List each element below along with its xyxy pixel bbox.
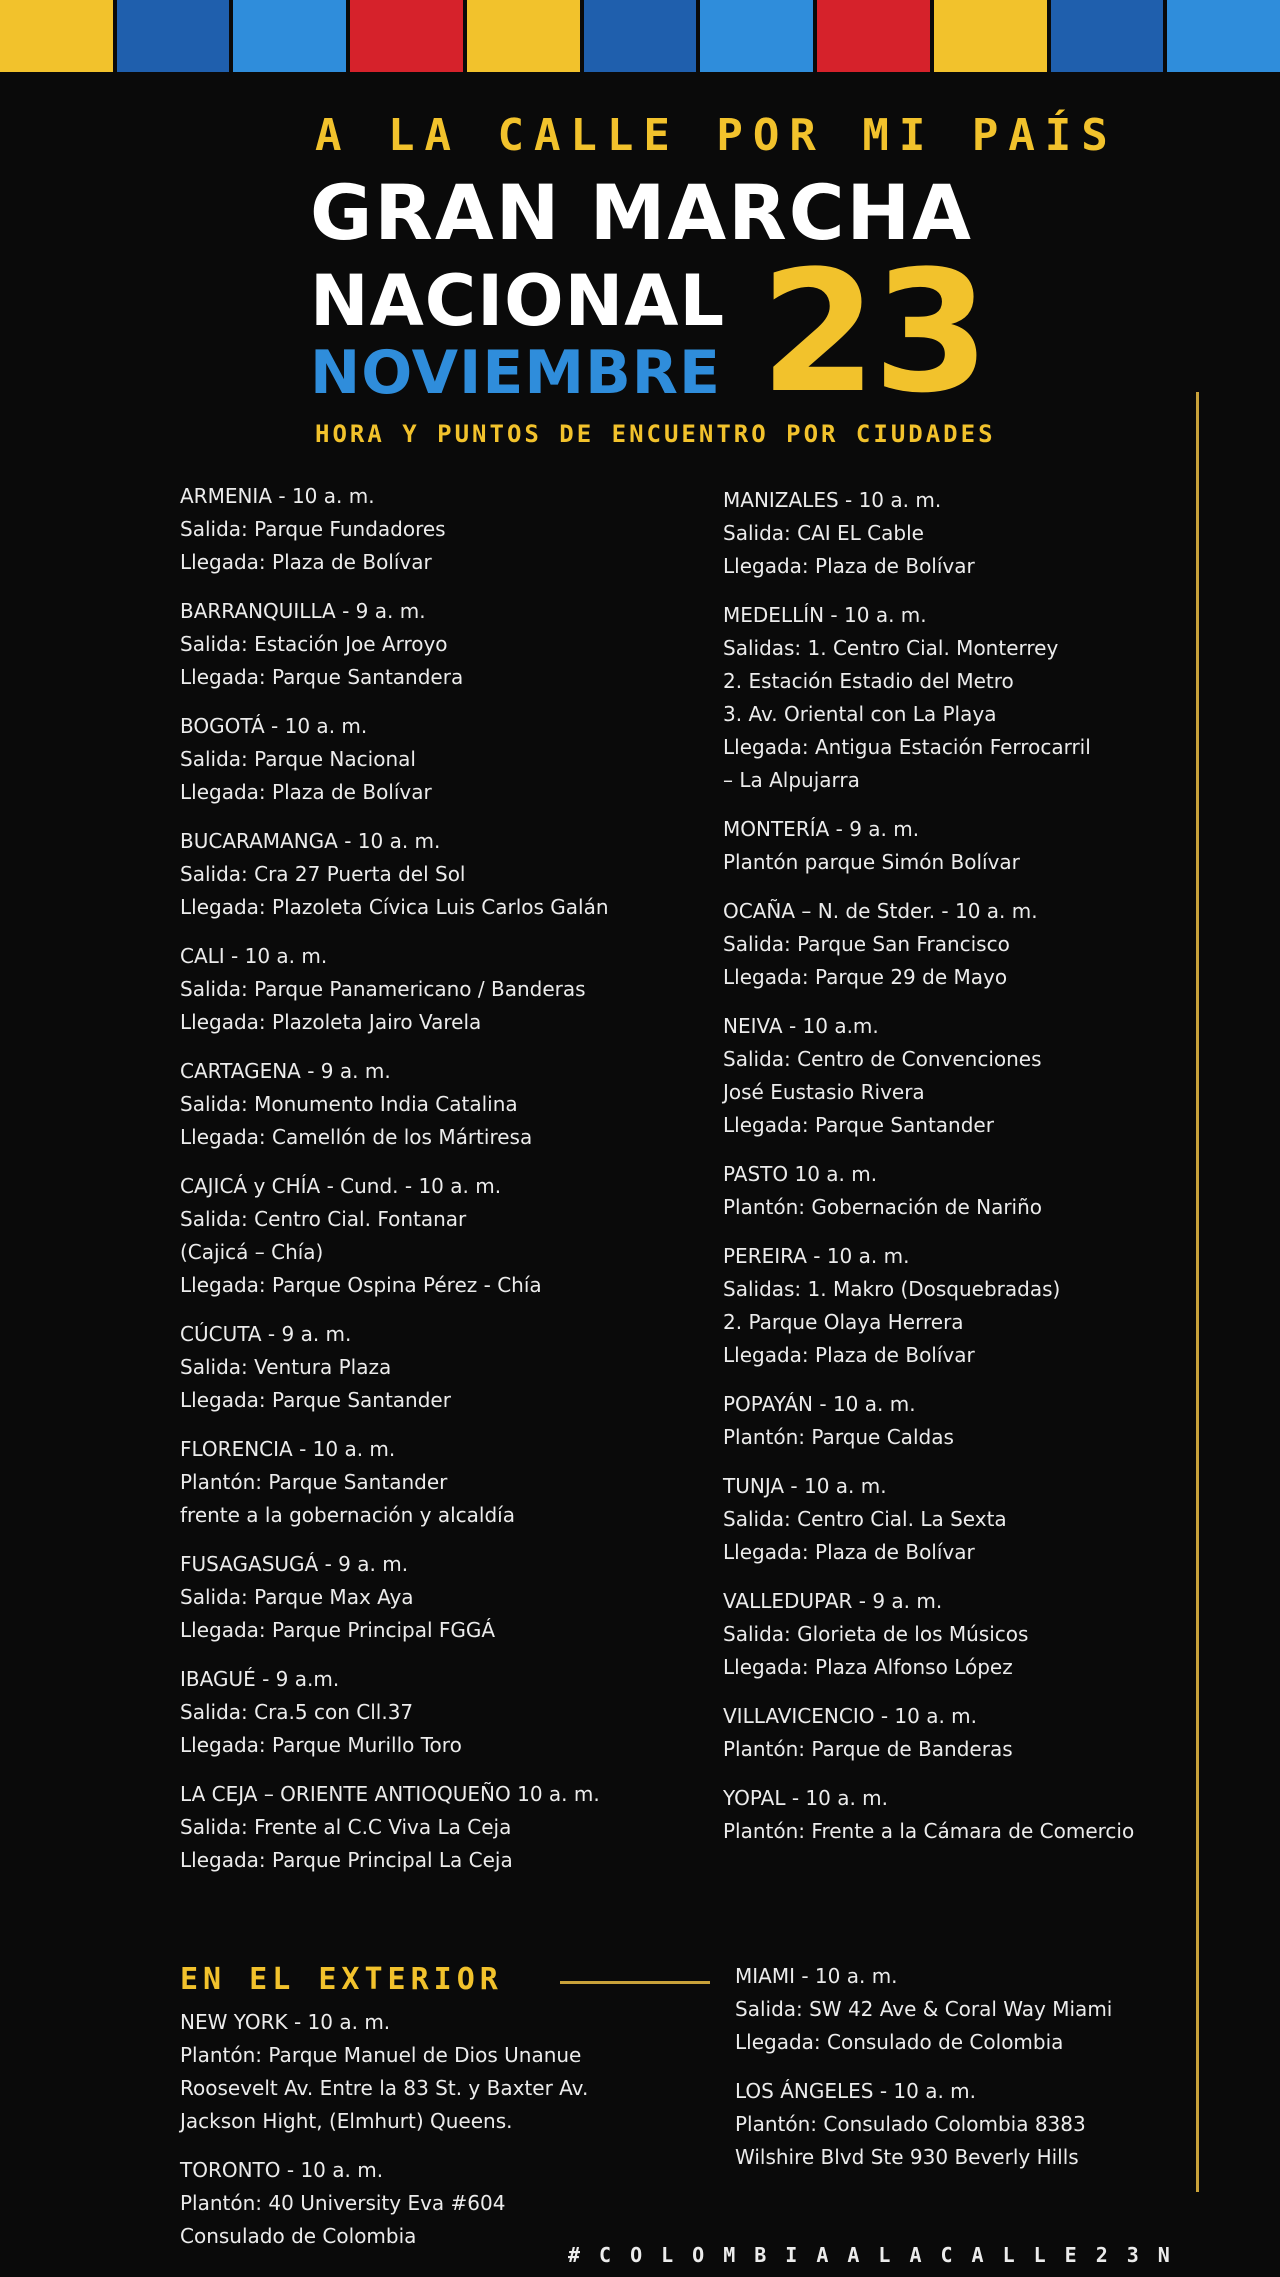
city-detail-line: Consulado de Colombia [180,2224,417,2248]
city-detail-line: Llegada: Parque Principal La Ceja [180,1848,513,1872]
city-detail-line: Plantón: Parque Caldas [723,1425,954,1449]
city-detail-line: Llegada: Plazoleta Cívica Luis Carlos Galán [180,895,609,919]
city-name-time: CARTAGENA - 9 a. m. [180,1059,391,1083]
title-noviembre: NOVIEMBRE [310,338,721,408]
city-entry [180,1318,740,1417]
city-detail-line: Llegada: Parque Principal FGGÁ [180,1618,496,1642]
city-detail-line: Llegada: Parque Santander [180,1388,451,1412]
city-detail-line: Llegada: Plaza de Bolívar [180,780,432,804]
city-name-time: MIAMI - 10 a. m. [735,1964,898,1988]
city-detail-line: Plantón: Parque de Banderas [723,1737,1013,1761]
city-entry [180,480,740,579]
flag-stripe [1051,0,1164,72]
city-entry [180,940,740,1039]
flag-stripe [584,0,697,72]
city-entry [723,895,1280,994]
exterior-heading: EN EL EXTERIOR [180,1962,503,1997]
city-detail-line: Salida: Parque San Francisco [723,932,1010,956]
flag-stripe [0,0,113,72]
city-entry [723,1470,1280,1569]
city-detail-line: Salidas: 1. Makro (Dosquebradas) [723,1277,1061,1301]
city-detail-line: Llegada: Consulado de Colombia [735,2030,1064,2054]
city-name-time: BOGOTÁ - 10 a. m. [180,714,368,738]
city-name-time: MONTERÍA - 9 a. m. [723,817,920,841]
city-entry [180,1663,740,1762]
city-detail-line: Llegada: Parque Murillo Toro [180,1733,462,1757]
city-name-time: POPAYÁN - 10 a. m. [723,1392,916,1416]
city-detail-line: Salida: Parque Fundadores [180,517,446,541]
subtitle: HORA Y PUNTOS DE ENCUENTRO POR CIUDADES [315,420,996,448]
flag-stripe [467,0,580,72]
city-entry [723,1700,1280,1766]
city-detail-line: José Eustasio Rivera [723,1080,925,1104]
city-name-time: MEDELLÍN - 10 a. m. [723,603,927,627]
city-entry [180,2006,740,2138]
city-name-time: TUNJA - 10 a. m. [723,1474,887,1498]
city-detail-line: Plantón: Parque Manuel de Dios Unanue [180,2043,582,2067]
city-name-time: CAJICÁ y CHÍA - Cund. - 10 a. m. [180,1174,502,1198]
city-name-time: NEW YORK - 10 a. m. [180,2010,391,2034]
city-detail-line: frente a la gobernación y alcaldía [180,1503,515,1527]
title-nacional: NACIONAL [310,260,726,342]
flag-stripe [233,0,346,72]
city-entry [723,813,1280,879]
city-entry [723,1585,1280,1684]
city-entry [180,1548,740,1647]
city-name-time: OCAÑA – N. de Stder. - 10 a. m. [723,899,1038,923]
city-detail-line: Plantón: Gobernación de Nariño [723,1195,1043,1219]
city-name-time: PASTO 10 a. m. [723,1162,878,1186]
city-name-time: IBAGUÉ - 9 a.m. [180,1667,340,1691]
city-entry [180,825,740,924]
city-entry [180,1170,740,1302]
city-name-time: MANIZALES - 10 a. m. [723,488,942,512]
city-name-time: FUSAGASUGÁ - 9 a. m. [180,1552,409,1576]
city-detail-line: Llegada: Plazoleta Jairo Varela [180,1010,482,1034]
city-name-time: CÚCUTA - 9 a. m. [180,1322,352,1346]
flag-stripe [934,0,1047,72]
tagline: A LA CALLE POR MI PAÍS [315,110,1118,161]
city-name-time: TORONTO - 10 a. m. [180,2158,384,2182]
city-detail-line: 2. Parque Olaya Herrera [723,1310,964,1334]
city-detail-line: Salida: Cra 27 Puerta del Sol [180,862,466,886]
title-gran-marcha: GRAN MARCHA [310,168,973,257]
city-entry [180,1778,740,1877]
city-detail-line: Salida: Estación Joe Arroyo [180,632,448,656]
city-entry [180,2154,740,2253]
hashtag: #COLOMBIAALACALLE23N [568,2243,1189,2267]
city-detail-line: Llegada: Parque 29 de Mayo [723,965,1008,989]
cities-right-column [723,484,1280,1864]
city-detail-line: Plantón: Consulado Colombia 8383 [735,2112,1086,2136]
city-entry [735,1960,1280,2059]
cities-left-column [180,480,740,1893]
city-detail-line: Salida: Parque Max Aya [180,1585,414,1609]
flag-stripe [700,0,813,72]
flag-stripe [817,0,930,72]
city-detail-line: Llegada: Plaza de Bolívar [723,1540,975,1564]
city-entry [723,1010,1280,1142]
city-entry [180,1433,740,1532]
city-detail-line: Llegada: Plaza Alfonso López [723,1655,1013,1679]
city-entry [723,1240,1280,1372]
city-detail-line: Salida: Monumento India Catalina [180,1092,518,1116]
city-detail-line: Salidas: 1. Centro Cial. Monterrey [723,636,1059,660]
city-detail-line: Salida: Parque Panamericano / Banderas [180,977,586,1001]
city-detail-line: Salida: Parque Nacional [180,747,416,771]
flag-stripe [117,0,230,72]
city-detail-line: Llegada: Plaza de Bolívar [723,1343,975,1367]
city-name-time: PEREIRA - 10 a. m. [723,1244,910,1268]
flag-stripe [350,0,463,72]
city-detail-line: Salida: SW 42 Ave & Coral Way Miami [735,1997,1113,2021]
city-detail-line: Salida: Ventura Plaza [180,1355,392,1379]
city-detail-line: Llegada: Parque Santander [723,1113,994,1137]
city-name-time: VILLAVICENCIO - 10 a. m. [723,1704,978,1728]
city-name-time: LOS ÁNGELES - 10 a. m. [735,2079,977,2103]
city-entry [180,710,740,809]
city-detail-line: Llegada: Parque Ospina Pérez - Chía [180,1273,542,1297]
city-detail-line: (Cajicá – Chía) [180,1240,324,1264]
city-detail-line: Roosevelt Av. Entre la 83 St. y Baxter Av. [180,2076,589,2100]
flag-stripe [1167,0,1280,72]
city-detail-line: Salida: CAI EL Cable [723,521,924,545]
city-entry [180,595,740,694]
city-entry [723,484,1280,583]
city-detail-line: Plantón parque Simón Bolívar [723,850,1020,874]
city-detail-line: – La Alpujarra [723,768,860,792]
city-name-time: ARMENIA - 10 a. m. [180,484,375,508]
city-detail-line: Plantón: 40 University Eva #604 [180,2191,506,2215]
city-name-time: NEIVA - 10 a.m. [723,1014,879,1038]
city-detail-line: Salida: Cra.5 con Cll.37 [180,1700,414,1724]
city-entry [723,599,1280,797]
city-detail-line: Salida: Glorieta de los Músicos [723,1622,1029,1646]
city-name-time: BUCARAMANGA - 10 a. m. [180,829,441,853]
city-entry [723,1388,1280,1454]
city-name-time: YOPAL - 10 a. m. [723,1786,889,1810]
city-detail-line: Plantón: Frente a la Cámara de Comercio [723,1819,1135,1843]
city-detail-line: Llegada: Antigua Estación Ferrocarril [723,735,1091,759]
city-detail-line: Plantón: Parque Santander [180,1470,448,1494]
city-detail-line: Salida: Frente al C.C Viva La Ceja [180,1815,512,1839]
city-detail-line: 3. Av. Oriental con La Playa [723,702,997,726]
city-detail-line: Llegada: Plaza de Bolívar [180,550,432,574]
city-detail-line: Salida: Centro de Convenciones [723,1047,1042,1071]
city-detail-line: Jackson Hight, (Elmhurt) Queens. [180,2109,513,2133]
day-number: 23 [760,234,986,430]
city-entry [723,1782,1280,1848]
city-detail-line: Wilshire Blvd Ste 930 Beverly Hills [735,2145,1079,2169]
city-detail-line: 2. Estación Estadio del Metro [723,669,1014,693]
city-name-time: VALLEDUPAR - 9 a. m. [723,1589,943,1613]
city-name-time: FLORENCIA - 10 a. m. [180,1437,396,1461]
city-detail-line: Llegada: Parque Santandera [180,665,464,689]
city-entry [723,1158,1280,1224]
exterior-divider [560,1981,710,1984]
city-detail-line: Llegada: Camellón de los Mártiresa [180,1125,533,1149]
city-name-time: BARRANQUILLA - 9 a. m. [180,599,426,623]
city-entry [735,2075,1280,2174]
city-name-time: LA CEJA – ORIENTE ANTIOQUEÑO 10 a. m. [180,1782,600,1806]
city-name-time: CALI - 10 a. m. [180,944,328,968]
exterior-right-column [735,1960,1280,2190]
flag-stripes-banner [0,0,1280,72]
city-detail-line: Llegada: Plaza de Bolívar [723,554,975,578]
city-detail-line: Salida: Centro Cial. La Sexta [723,1507,1007,1531]
city-detail-line: Salida: Centro Cial. Fontanar [180,1207,467,1231]
exterior-left-column [180,2006,740,2269]
city-entry [180,1055,740,1154]
